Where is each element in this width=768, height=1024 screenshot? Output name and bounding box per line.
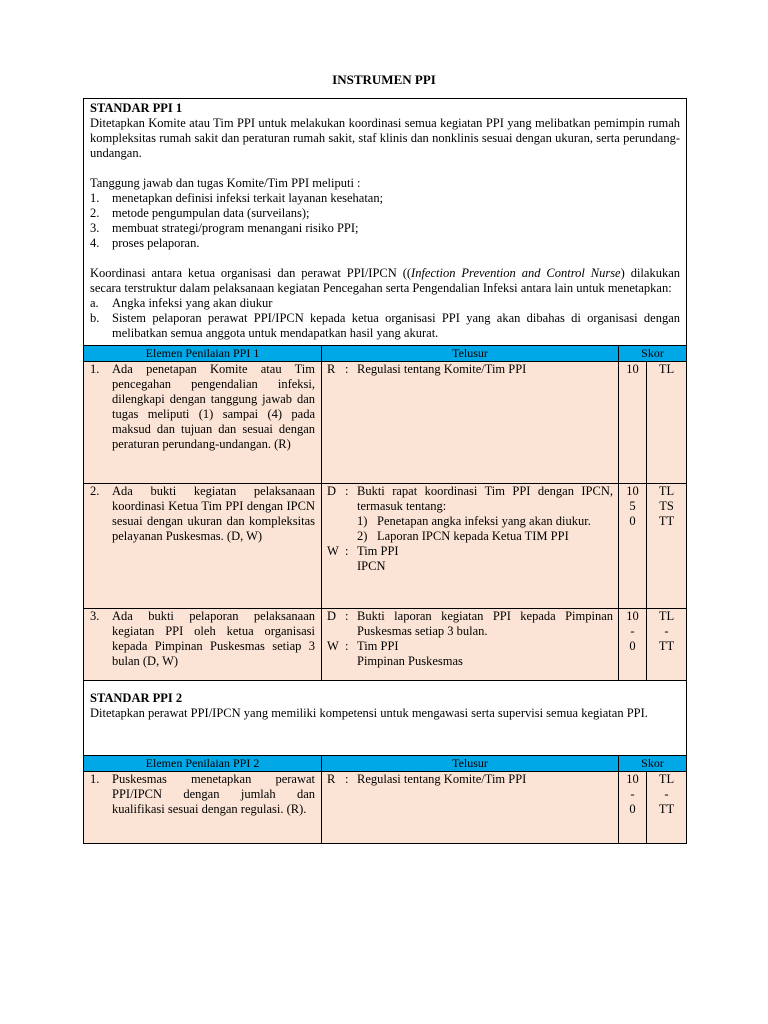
- skor-code: TL: [647, 362, 687, 484]
- standar-1-section: [84, 99, 687, 346]
- skor-value: 10: [619, 362, 647, 484]
- task-item: 3. membuat strategi/program menangani risiko PPI;: [90, 221, 359, 235]
- elemen-text: Ada bukti pelaporan pelaksanaan kegiatan PPI oleh ketua organisasi kepada Pimpinan Puskesmas setiap 3 bulan (D, W): [112, 609, 315, 668]
- standar-1-heading: STANDAR PPI 1: [90, 101, 183, 115]
- table-1-header: [84, 346, 687, 362]
- skor-code: TL TS TT: [647, 484, 687, 609]
- skor-value: 10 - 0: [619, 772, 647, 844]
- document-title: INSTRUMEN PPI: [332, 72, 436, 87]
- standar-1-intro: Ditetapkan Komite atau Tim PPI untuk melakukan koordinasi semua kegiatan PPI yang melibatkan pemimpin rumah kompleksitas rumah sakit dan peraturan rumah sakit, staf klinis dan nonklinis sesuai dengan ukuran, serta perundang-undangan.: [90, 116, 681, 160]
- table-2-header: [84, 756, 687, 772]
- standar-1-tasks-intro: Tanggung jawab dan tugas Komite/Tim PPI meliputi :: [90, 176, 361, 190]
- elemen-text: Ada bukti kegiatan pelaksanaan koordinasi Ketua Tim PPI dengan IPCN sesuai dengan ukuran dan kompleksitas pelayanan Puskesmas. (D, W): [112, 484, 315, 543]
- header-telusur: Telusur: [322, 756, 619, 772]
- elemen-text: Ada penetapan Komite atau Tim pencegahan pengendalian infeksi, dilengkapi dengan tanggung jawab dan tugas meliputi (1) sampai (4) pada maksud dan tujuan dan sesuai dengan peraturan perundang-undangan. (R): [112, 362, 315, 451]
- table-row: 3. Ada bukti pelaporan pelaksanaan kegiatan PPI oleh ketua organisasi kepada Pimpinan Puskesmas setiap 3 bulan (D, W) D : Bukti laporan kegiatan PPI kepada Pimpinan Puskesmas setiap 3 bulan. W : Tim PPI Pimpinan Puskesmas 10 - 0 TL - TT: [84, 609, 687, 681]
- table-row: 2. Ada bukti kegiatan pelaksanaan koordinasi Ketua Tim PPI dengan IPCN sesuai dengan ukuran dan kompleksitas pelayanan Puskesmas. (D, W) D : Bukti rapat koordinasi Tim PPI dengan IPCN, termasuk tentang: 1) Penetapan angka infeksi yang akan diukur. 2) Laporan IPCN kepada Ketua TIM PPI W : Tim PPI IPCN 10 5 0 TL TS TT: [84, 484, 687, 609]
- task-item: 1. menetapkan definisi infeksi terkait layanan kesehatan;: [90, 191, 384, 205]
- table-row: 1. Ada penetapan Komite atau Tim pencegahan pengendalian infeksi, dilengkapi dengan tanggung jawab dan tugas meliputi (1) sampai (4) pada maksud dan tujuan dan sesuai dengan peraturan perundang-undangan. (R) R : Regulasi tentang Komite/Tim PPI 10 TL: [84, 362, 687, 484]
- header-elemen: Elemen Penilaian PPI 2: [84, 756, 322, 772]
- standar-2-section: [84, 681, 687, 756]
- header-skor: Skor: [619, 346, 687, 362]
- header-skor: Skor: [619, 756, 687, 772]
- standar-2-intro: Ditetapkan perawat PPI/IPCN yang memiliki kompetensi untuk mengawasi serta supervisi semua kegiatan PPI.: [90, 706, 648, 720]
- header-telusur: Telusur: [322, 346, 619, 362]
- task-item: 4. proses pelaporan.: [90, 236, 200, 250]
- standar-2-heading: STANDAR PPI 2: [90, 691, 183, 705]
- table-row: 1. Puskesmas menetapkan perawat PPI/IPCN dengan jumlah dan kualifikasi sesuai dengan regulasi. (R). R : Regulasi tentang Komite/Tim PPI 10 - 0 TL - TT: [84, 772, 687, 844]
- task-item: 2. metode pengumpulan data (surveilans);: [90, 206, 310, 220]
- skor-value: 10 - 0: [619, 609, 647, 681]
- point-item: b. Sistem pelaporan perawat PPI/IPCN kepada ketua organisasi PPI yang akan dibahas di organisasi dengan melibatkan semua anggota untuk mendapatkan hasil yang akurat.: [90, 311, 681, 340]
- elemen-text: Puskesmas menetapkan perawat PPI/IPCN dengan jumlah dan kualifikasi sesuai dengan regulasi. (R).: [112, 772, 315, 816]
- point-item: a. Angka infeksi yang akan diukur: [90, 296, 273, 310]
- instrument-table: [83, 98, 687, 844]
- skor-value: 10 5 0: [619, 484, 647, 609]
- header-elemen: Elemen Penilaian PPI 1: [84, 346, 322, 362]
- skor-code: TL - TT: [647, 609, 687, 681]
- standar-1-coordination: Koordinasi antara ketua organisasi dan perawat PPI/IPCN ((Infection Prevention and Control Nurse) dilakukan secara terstruktur dalam pelaksanaan kegiatan Pencegahan serta Pengendalian Infeksi antara lain untuk menetapkan:: [90, 266, 680, 295]
- skor-code: TL - TT: [647, 772, 687, 844]
